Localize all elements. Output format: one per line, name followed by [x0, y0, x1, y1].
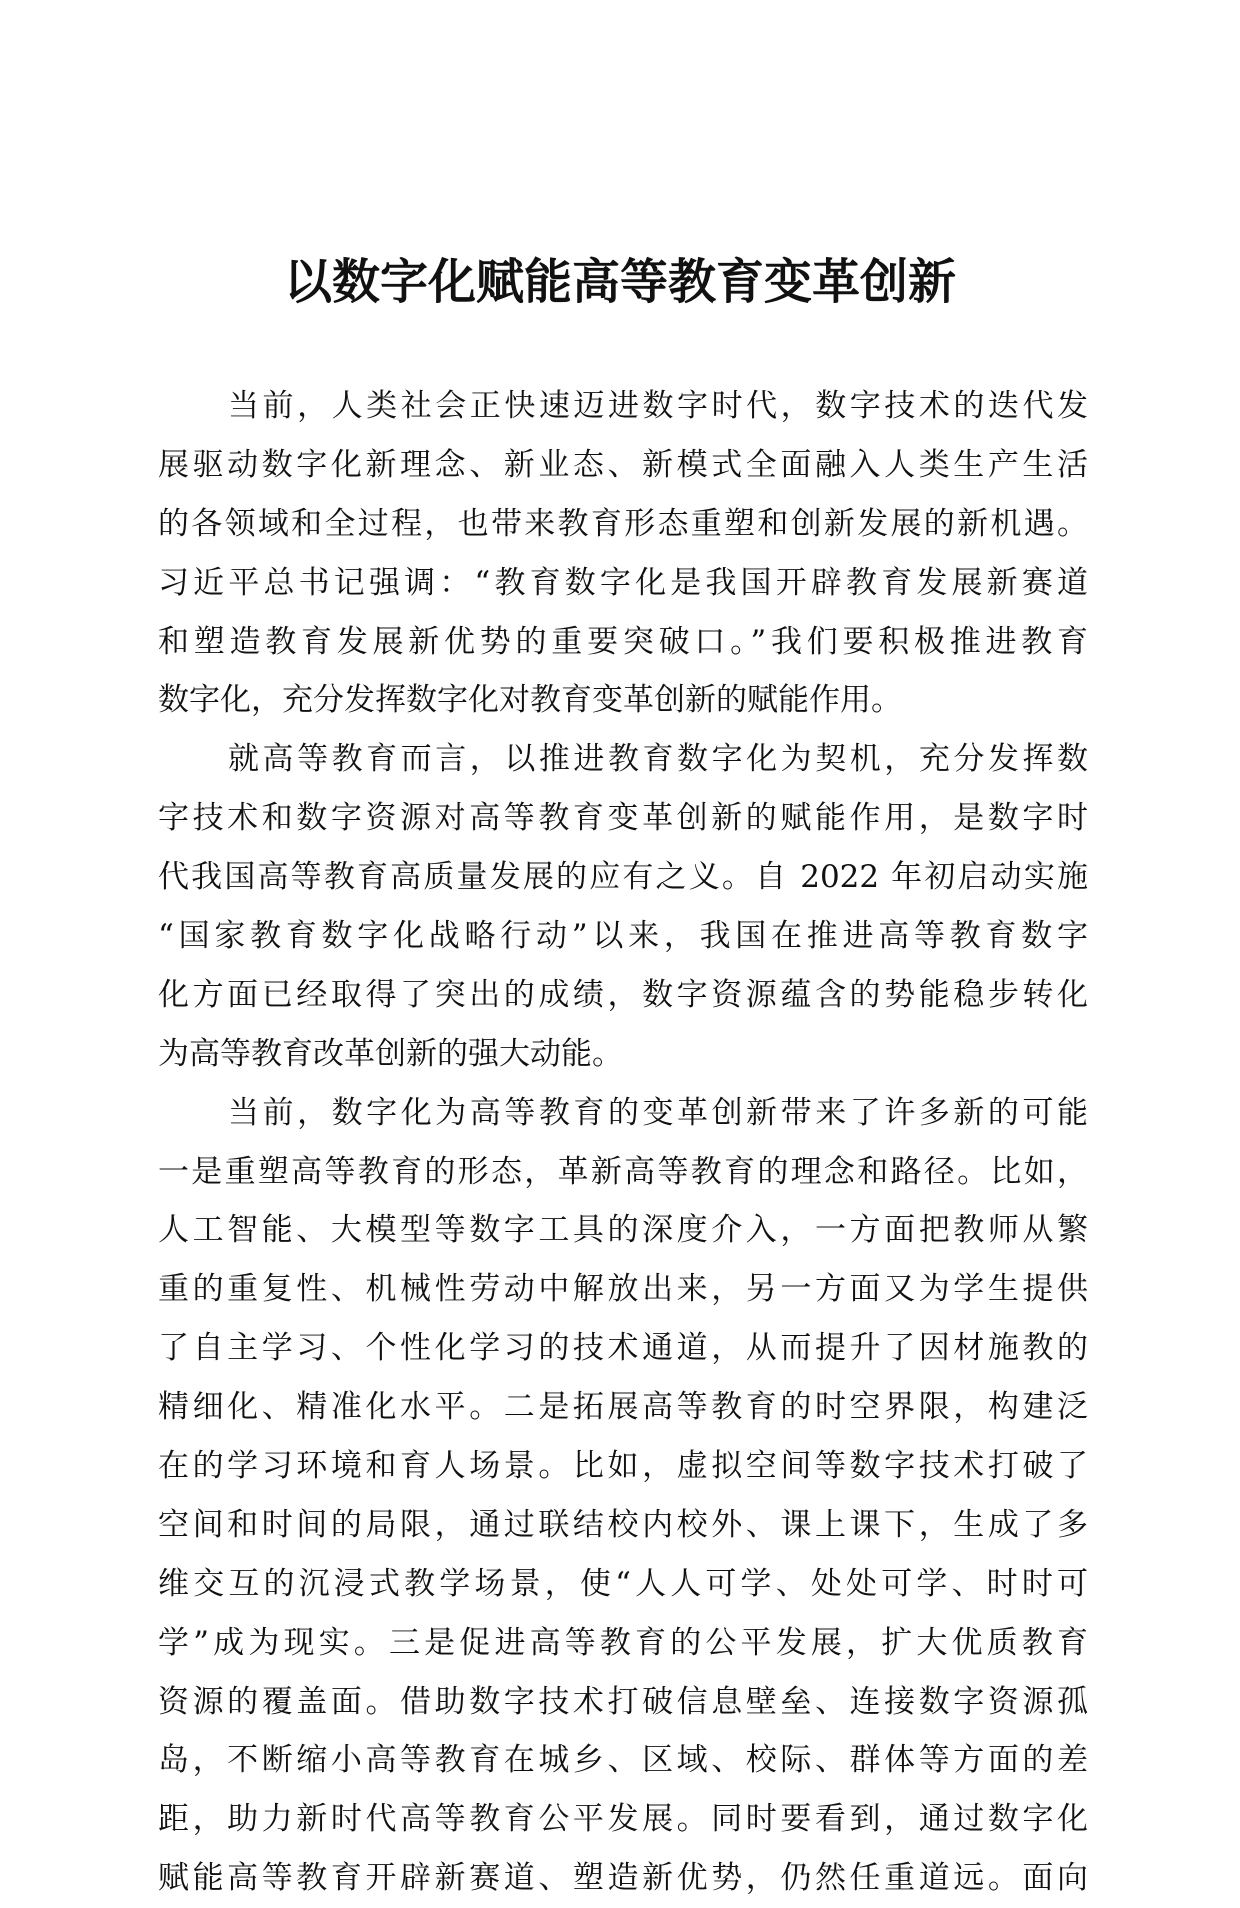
text-line: 距，助力新时代高等教育公平发展。同时要看到，通过数字化 [158, 1801, 1088, 1838]
document-body [158, 377, 1088, 1908]
text-line: 赋能高等教育开辟新赛道、塑造新优势，仍然任重道远。面向 [158, 1860, 1088, 1897]
text-line: 就高等教育而言，以推进教育数字化为契机，充分发挥数 [228, 741, 1088, 778]
paragraph [158, 1084, 1088, 1908]
text-line: 数字化，充分发挥数字化对教育变革创新的赋能作用。 [158, 682, 902, 719]
text-line: 在的学习环境和育人场景。比如，虚拟空间等数字技术打破了 [158, 1448, 1088, 1485]
text-line: 重的重复性、机械性劳动中解放出来，另一方面又为学生提供 [158, 1271, 1088, 1308]
text-line: 习近平总书记强调：“教育数字化是我国开辟教育发展新赛道 [158, 564, 1088, 601]
text-line: 为高等教育改革创新的强大动能。 [158, 1035, 623, 1072]
text-line: 维交互的沉浸式教学场景，使“人人可学、处处可学、时时可 [158, 1565, 1088, 1602]
text-line: 学”成为现实。三是促进高等教育的公平发展，扩大优质教育 [158, 1624, 1088, 1661]
document-title: 以数字化赋能高等教育变革创新 [283, 254, 956, 310]
text-line: 的各领域和全过程，也带来教育形态重塑和创新发展的新机遇。 [158, 505, 1088, 542]
text-line: 字技术和数字资源对高等教育变革创新的赋能作用，是数字时 [158, 800, 1088, 837]
text-line: 精细化、精准化水平。二是拓展高等教育的时空界限，构建泛 [158, 1389, 1088, 1426]
text-line: 当前，数字化为高等教育的变革创新带来了许多新的可能 [228, 1094, 1088, 1131]
paragraph [158, 377, 1088, 730]
text-line: 和塑造教育发展新优势的重要突破口。”我们要积极推进教育 [158, 623, 1088, 660]
text-line: 代我国高等教育高质量发展的应有之义。自 2022 年初启动实施 [158, 859, 1088, 896]
text-line: “国家教育数字化战略行动”以来，我国在推进高等教育数字 [158, 918, 1088, 955]
text-line: 了自主学习、个性化学习的技术通道，从而提升了因材施教的 [158, 1330, 1088, 1367]
text-line: 岛，不断缩小高等教育在城乡、区域、校际、群体等方面的差 [158, 1742, 1088, 1779]
text-line: 资源的覆盖面。借助数字技术打破信息壁垒、连接数字资源孤 [158, 1683, 1088, 1720]
text-line: 空间和时间的局限，通过联结校内校外、课上课下，生成了多 [158, 1506, 1088, 1543]
text-line: 一是重塑高等教育的形态，革新高等教育的理念和路径。比如， [158, 1153, 1088, 1190]
paragraph [158, 730, 1088, 1083]
text-line: 当前，人类社会正快速迈进数字时代，数字技术的迭代发 [228, 388, 1088, 424]
text-line: 展驱动数字化新理念、新业态、新模式全面融入人类生产生活 [158, 446, 1088, 483]
text-line: 化方面已经取得了突出的成绩，数字资源蕴含的势能稳步转化 [158, 976, 1088, 1013]
text-line: 人工智能、大模型等数字工具的深度介入，一方面把教师从繁 [158, 1212, 1088, 1249]
